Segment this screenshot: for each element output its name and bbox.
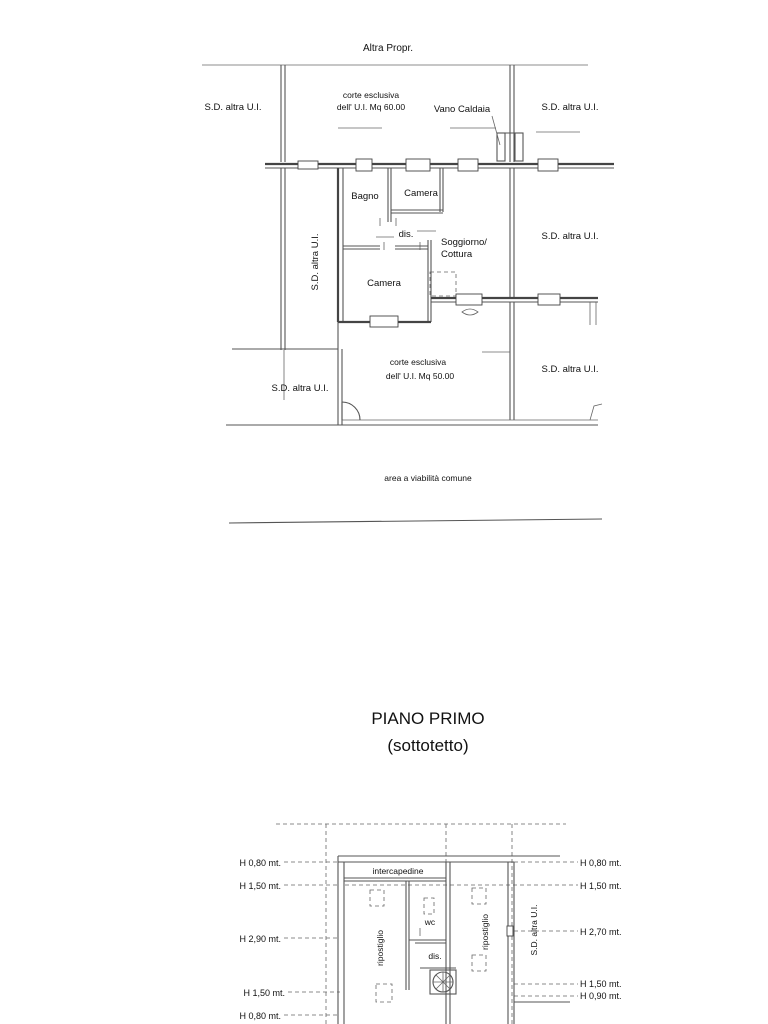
door-swing-marker <box>462 309 478 315</box>
neighbor-sw-label: S.D. altra U.I. <box>271 383 329 394</box>
wc-fixture <box>424 898 434 914</box>
height-left-3: H 2,90 mt. <box>239 934 281 944</box>
bathroom-label: Bagno <box>351 191 379 202</box>
window-n4 <box>538 159 558 171</box>
wc-label: wc <box>424 917 436 927</box>
ff-hallway-label: dis. <box>428 951 442 961</box>
window-n2 <box>406 159 430 171</box>
bedroom-1-label: Camera <box>404 188 438 199</box>
living-label-1: Soggiorno/ <box>441 237 487 248</box>
ff-neighbor-east-label: S.D. altra U.I. <box>529 904 539 956</box>
hallway-label: dis. <box>398 229 414 240</box>
north-neighbor-label: Altra Propr. <box>362 43 414 54</box>
bedroom-2-label: Camera <box>367 278 401 289</box>
window-n1 <box>356 159 372 171</box>
height-right-1: H 0,80 mt. <box>580 858 622 868</box>
height-right-2: H 1,50 mt. <box>580 881 622 891</box>
neighbor-west-vertical-label: S.D. altra U.I. <box>310 233 321 291</box>
neighbor-se-label: S.D. altra U.I. <box>541 364 599 375</box>
first-floor-subtitle: (sottotetto) <box>387 736 469 755</box>
storage-left-fixture-1 <box>370 890 384 906</box>
kitchen-fixture <box>430 272 456 296</box>
neighbor-nw-label: S.D. altra U.I. <box>204 102 262 113</box>
window-s1 <box>370 316 398 327</box>
height-left-1: H 0,80 mt. <box>239 858 281 868</box>
storage-right-label: ripostiglio <box>480 914 490 950</box>
window-n0 <box>298 161 318 169</box>
crawlspace-label: intercapedine <box>372 866 424 876</box>
first-floor-plan <box>239 709 621 1024</box>
storage-right-fixture-1 <box>472 888 486 904</box>
boiler-room-wall-right <box>515 133 523 161</box>
court-south-label-2: dell' U.I. Mq 50.00 <box>385 371 455 381</box>
common-road-label: area a viabilità comune <box>384 473 472 483</box>
ground-floor-plan <box>202 43 614 523</box>
court-north-label-2: dell' U.I. Mq 60.00 <box>336 102 406 112</box>
height-right-5: H 0,90 mt. <box>580 991 622 1001</box>
boiler-room-label: Vano Caldaia <box>433 104 491 115</box>
neighbor-east-mid-label: S.D. altra U.I. <box>541 231 599 242</box>
height-right-3: H 2,70 mt. <box>580 927 622 937</box>
neighbor-ne-label: S.D. altra U.I. <box>541 102 599 113</box>
court-north-label-1: corte esclusiva <box>342 90 400 100</box>
living-label-2: Cottura <box>441 249 473 260</box>
first-floor-title: PIANO PRIMO <box>371 709 485 728</box>
storage-left-label: ripostiglio <box>375 930 385 966</box>
height-left-4: H 1,50 mt. <box>243 988 285 998</box>
window-s2 <box>456 294 482 305</box>
boiler-room-leader <box>492 116 500 145</box>
east-wall-marker <box>507 926 513 936</box>
road-boundary-line <box>229 519 602 523</box>
entrance-gate-arc <box>342 402 360 420</box>
height-left-2: H 1,50 mt. <box>239 881 281 891</box>
window-n3 <box>458 159 478 171</box>
window-s3 <box>538 294 560 305</box>
court-south-label-1: corte esclusiva <box>389 357 447 367</box>
east-corner-curve <box>590 404 602 420</box>
height-right-4: H 1,50 mt. <box>580 979 622 989</box>
storage-right-fixture-2 <box>472 955 486 971</box>
storage-left-fixture-2 <box>376 984 392 1002</box>
height-left-5: H 0,80 mt. <box>239 1011 281 1021</box>
